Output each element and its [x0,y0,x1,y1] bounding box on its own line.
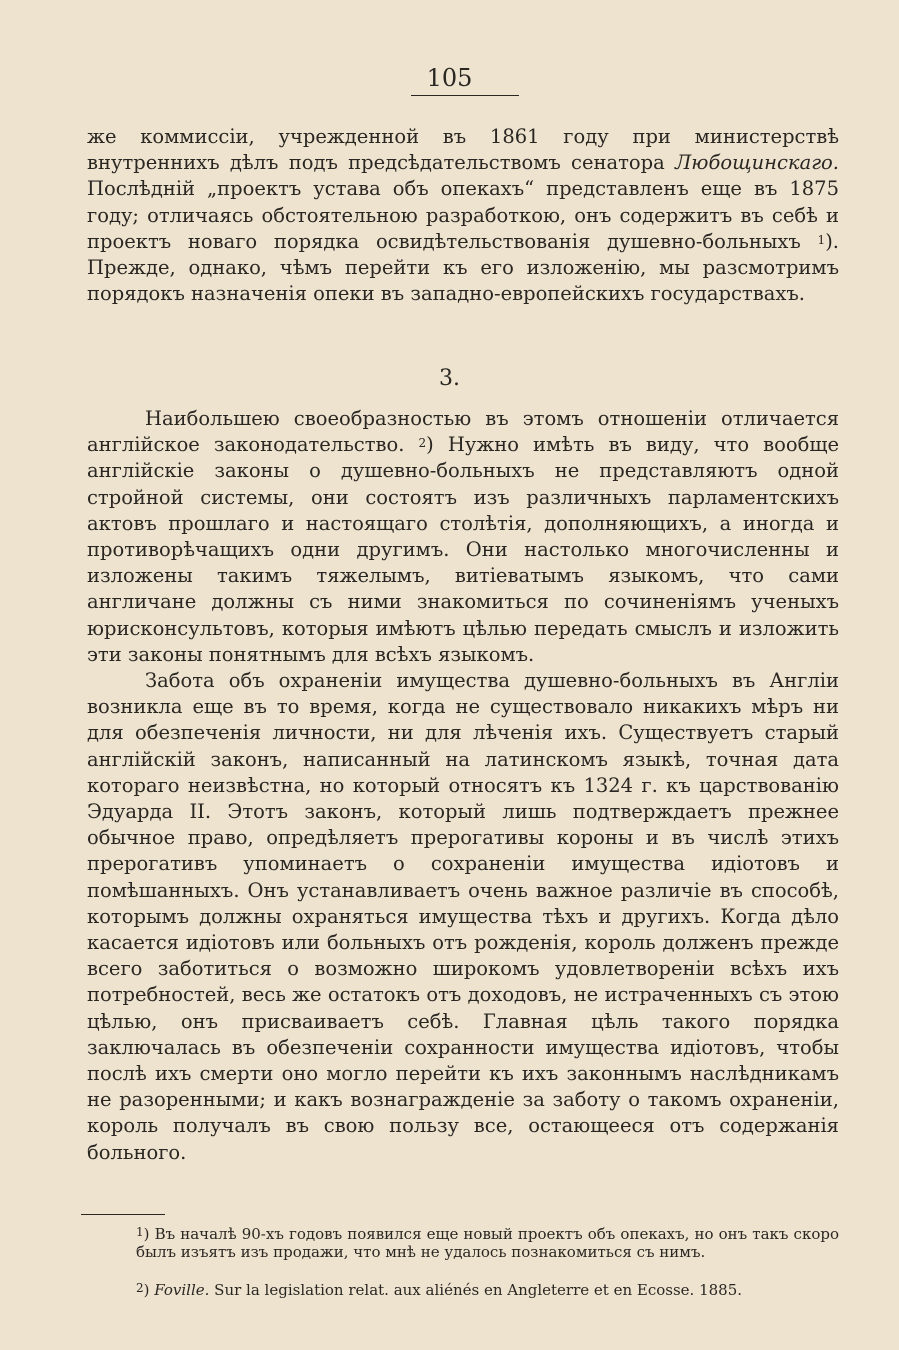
paragraph-3: Забота объ охраненіи имущества душевно-больныхъ въ Англіи возникла еще въ то время, когда не существовало никакихъ мѣръ ни для обезпеченія личности, ни для лѣченія ихъ. Существуетъ старый англійскій законъ, написанный на латинскомъ языкѣ, точная дата котораго неизвѣстна, но который относятъ къ 1324 г. къ царствованію Эдуарда II. Этотъ законъ, который лишь подтверждаетъ прежнее обычное право, опредѣляетъ прерогативы короны и въ числѣ этихъ прерогативъ упоминаетъ о сохраненіи имущества идіотовъ и помѣшанныхъ. Онъ устанавливаетъ очень важное различіе въ способѣ, которымъ должны охраняться имущества тѣхъ и другихъ. Когда дѣло касается идіотовъ или больныхъ отъ рожденія, король долженъ прежде всего заботиться о возможно широкомъ удовлетвореніи всѣхъ ихъ потребностей, весь же остатокъ отъ доходовъ, не истраченныхъ съ этою цѣлью, онъ присваиваетъ себѣ. Главная цѣль такого порядка заключалась въ обезпеченіи сохранности имущества идіотовъ, чтобы послѣ ихъ смерти оно могло перейти къ ихъ законнымъ наслѣдникамъ не разоренными; и какъ вознагражденіе за заботу о такомъ охраненіи, король получалъ въ свою пользу все, остающееся отъ содержанія больного. [87,669,839,1164]
footnote-2-close: ) [143,1281,155,1299]
page-number: 105 [426,64,473,92]
senator-name: Любощинскаго. [675,151,839,175]
paragraph-1-part-a: же коммиссіи, учрежденной въ 1861 году при министерствѣ внутреннихъ дѣлъ подъ предсѣдательствомъ сенатора [87,125,839,175]
footnote-ref-2: 2 [418,436,427,451]
paragraph-1-text [87,124,839,307]
paragraph-2-part-b: ) Нужно имѣть въ виду, что вообще англійскіе законы о душевно-больныхъ не представляютъ одной стройной системы, они состоятъ изъ различныхъ парламентскихъ актовъ прошлаго и настоящаго столѣтія, дополняющихъ, а иногда и противорѣчащихъ одни другимъ. Они настолько многочисленны и изложены такимъ тяжелымъ, витіеватымъ языкомъ, что сами англичане должны съ ними знакомиться по сочиненіямъ ученыхъ юрисконсультовъ, которыя имѣютъ цѣлью передать смыслъ и изложить эти законы понятнымъ для всѣхъ языкомъ. [87,433,840,666]
footnote-1-body: ) Въ началѣ 90-хъ годовъ появился еще новый проектъ объ опекахъ, но онъ такъ скоро былъ изъятъ изъ продажи, что мнѣ не удалось познакомиться съ нимъ. [136,1225,839,1261]
paragraph-1-part-c: ). Прежде, однако, чѣмъ перейти къ его изложенію, мы разсмотримъ порядокъ назначенія опеки въ западно-европейскихъ государствахъ. [87,229,839,306]
footnote-rule [81,1214,165,1215]
paragraph-1-part-b: Послѣдній „проектъ устава объ опекахъ“ представленъ еще въ 1875 году; отличаясь обстоятельною разработкою, онъ содержитъ въ себѣ и проектъ новаго порядка освидѣтельствованія душевно-больныхъ [87,177,839,253]
footnote-2-author: Foville. [154,1281,210,1299]
paragraph-1 [87,124,839,307]
footnote-2 [81,1282,839,1300]
paragraph-2 [87,406,839,668]
footnote-1-mark: 1 [136,1225,144,1239]
footnote-ref-1: 1 [817,232,826,247]
footnote-1 [81,1226,839,1261]
footnote-1-text [81,1226,839,1261]
footnote-2-mark: 2 [136,1281,144,1295]
paragraph-2-part-a: Наибольшею своеобразностью въ этомъ отношеніи отличается англійское законодательство. [87,407,839,457]
section-heading: 3. [439,366,460,391]
footnote-2-text [81,1282,839,1300]
footnote-2-body: Sur la legislation relat. aux aliénés en Angleterre et en Ecosse. 1885. [209,1281,743,1299]
page-number-rule [411,95,519,96]
section-3-body [87,406,839,1166]
